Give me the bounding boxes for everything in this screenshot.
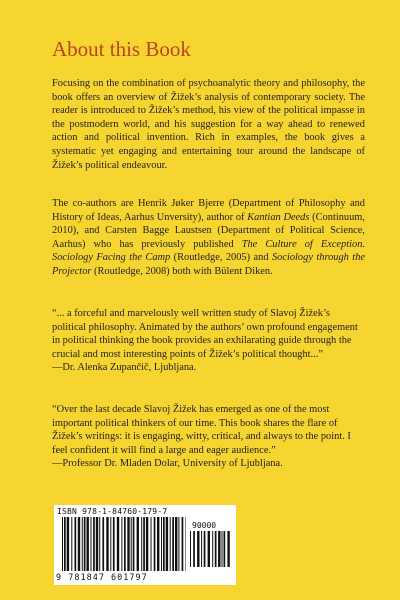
quote-text: “... a forceful and marvelously well written study of Slavoj Žižek’s political philosophy. Animated by the authors’ own profound engagement in political thinking the book provides an exhilarating guide through the crucial and most interesting points of Žižek’s political thought...” [52,308,358,360]
barcode-bar [124,517,126,571]
barcode-bar [178,517,179,571]
barcode-bar [218,531,220,567]
isbn-label: ISBN 978-1-84760-179-7 [57,507,168,516]
quote-attribution: —Professor Dr. Mladen Dolar, University of Ljubljana. [52,458,283,470]
barcode-bar [190,531,191,567]
barcode-bar [224,531,226,567]
barcode-bar [64,517,66,571]
ean-barcode-bars [62,517,186,573]
book-title-italic: Sociology through the Projector [52,252,366,277]
barcode-bar [227,531,229,567]
review-quote-zupancic [52,307,365,375]
page-title: About this Book [52,37,191,61]
barcode-bar [102,517,104,571]
barcode-bar [170,517,171,571]
barcode-bar [143,517,145,571]
barcode-bar [127,517,129,571]
barcode-bar [78,517,80,571]
barcode-bar [154,517,156,571]
barcode-bar [106,517,108,571]
barcode-bar [117,517,119,571]
barcode-bar [182,517,184,571]
barcode-bar [137,517,139,571]
ean-digits: 9 781847 601797 [56,573,148,583]
description-paragraph [52,77,365,172]
barcode-bar [212,531,213,567]
barcode-bar [208,531,210,567]
barcode-bar [157,517,159,571]
barcode-bar [186,517,187,571]
price-code: 90000 [192,521,217,530]
barcode-bar [93,517,95,571]
isbn-barcode [54,505,236,585]
book-title-italic: The Culture of Exception. Sociology Facing the Camp [52,238,365,264]
barcode-bar [113,517,115,571]
barcode-bar [87,517,89,571]
barcode-bar [62,517,63,571]
barcode-bar [71,517,72,571]
barcode-bar [161,517,162,571]
barcode-bar [193,531,195,567]
barcode-bar [201,531,202,567]
text-run: (Routledge, 2005) and [170,252,272,264]
book-title-italic: Kantian Deeds [247,211,310,223]
barcode-bar [172,517,174,571]
barcode-bar [175,517,177,571]
barcode-bar [146,517,148,571]
barcode-bar [99,517,100,571]
barcode-bar [110,517,111,571]
authors-paragraph [52,197,365,279]
barcode-bar [141,517,142,571]
quote-text: “Over the last decade Slavoj Žižek has emerged as one of the most important political thinkers of our time. This book shares the flare of Žižek’s writings: it is engaging, witty, critical, and always to the point. I feel confident it will find a large and eager audience.” [52,404,351,456]
barcode-bar [75,517,77,571]
barcode-bar [166,517,168,571]
quote-attribution: —Dr. Alenka Zupančič, Ljubljana. [52,362,197,374]
barcode-bar [151,517,152,571]
barcode-bar [204,531,206,567]
barcode-bar [163,517,165,571]
barcode-bar [133,517,135,571]
barcode-bar [131,517,132,571]
barcode-bar [197,531,199,567]
text-run: Focusing on the combination of psychoanalytic theory and philosophy, the book offers an overview of Žižek’s analysis of contemporary society. The reader is introduced to Žižek’s method, his view of the political impasse in the postmodern world, and his suggestion for a way ahead to renewed action and political invention. Rich in examples, the book gives a systematic yet engaging and entertaining tour around the landscape of Žižek’s political endeavour. [52,78,365,171]
barcode-bar [84,517,86,571]
barcode-bar [82,517,83,571]
barcode-bar [91,517,92,571]
barcode-bar [222,531,223,567]
review-quote-dolar [52,403,365,471]
text-run: The co-authors are Henrik Jøker Bjerre (Department of Philosophy and History of Ideas, Aarhus Unversity), author of [52,198,365,223]
barcode-bar [67,517,69,571]
barcode-bar [96,517,98,571]
text-run: (Routledge, 2008) both with Bülent Diken. [91,265,273,277]
barcode-bar [121,517,122,571]
barcode-bar [215,531,217,567]
text-run: (Continuum, 2010), and Carsten Bagge Laustsen (Department of Political Science, Aarhus) who has previously published [52,211,365,250]
price-barcode-bars [190,531,230,569]
